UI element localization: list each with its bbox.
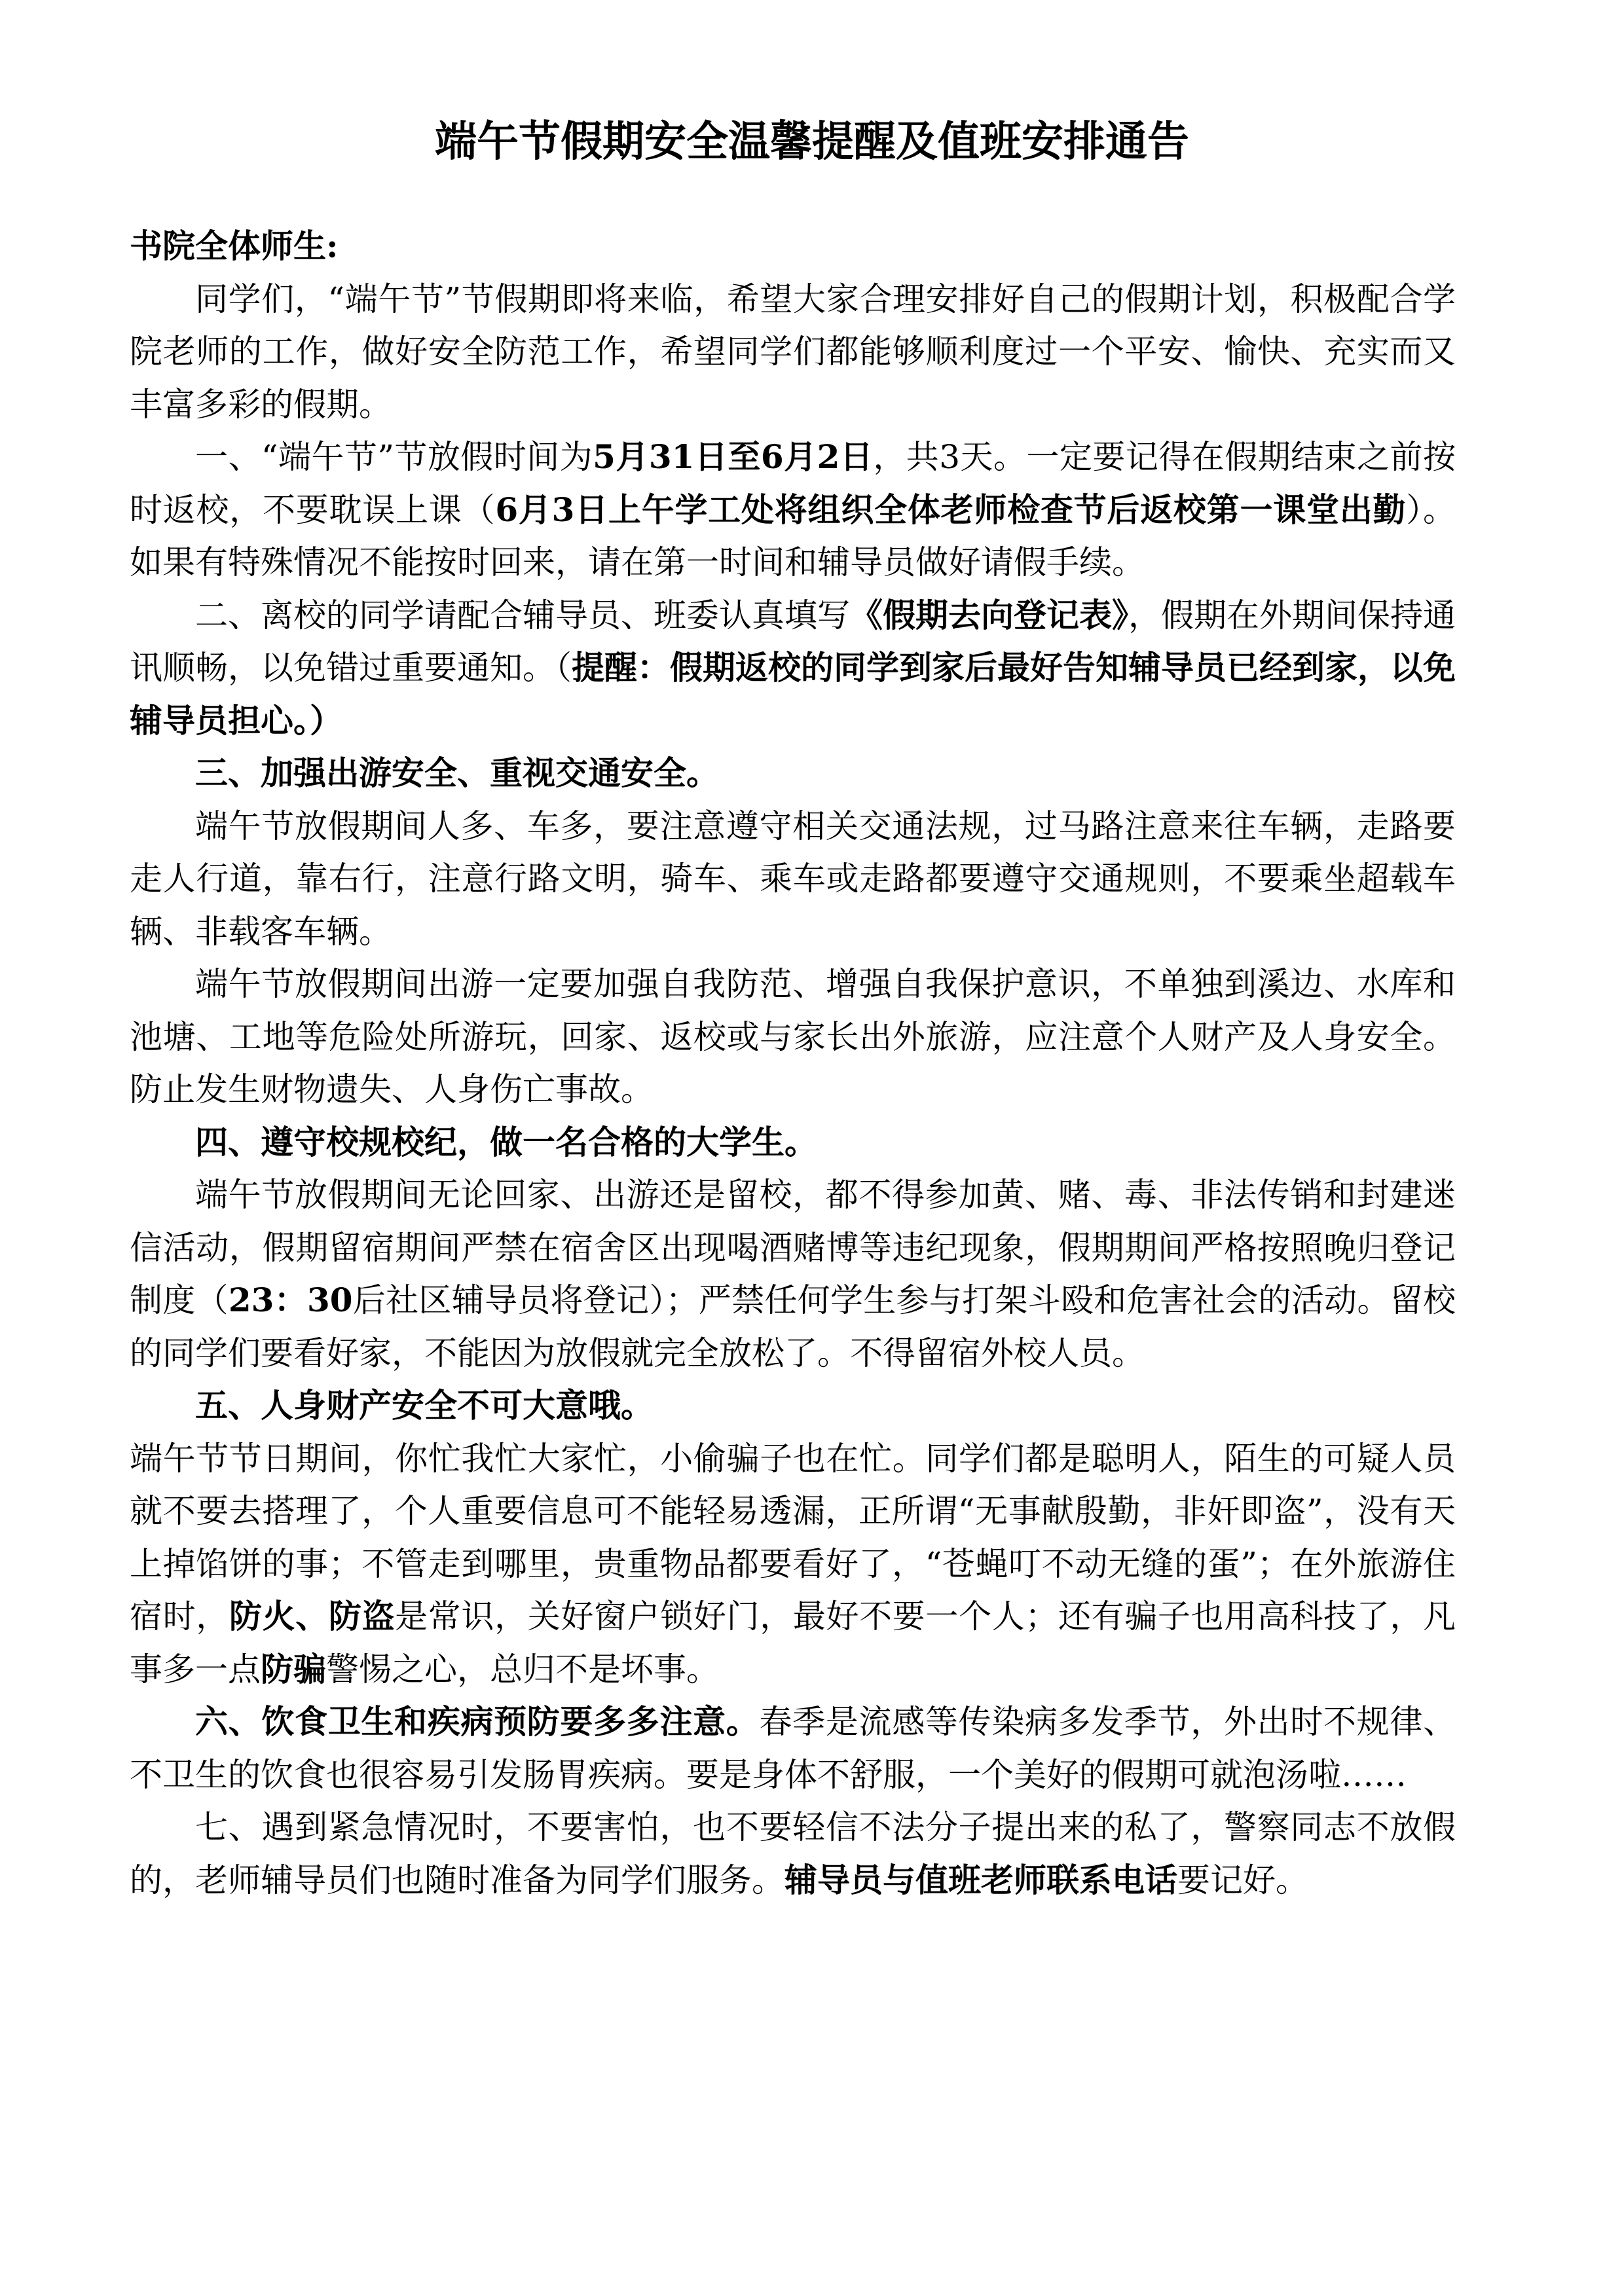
section-7-paragraph xyxy=(130,1801,1456,1906)
section-1-text-e: ）。如果有特殊情况不能按时回来，请在第一时间和辅导员做好请假手续。 xyxy=(130,490,1456,581)
section-4-text-a: 端午节放假期间无论回家、出游还是留校，都不得参加黄、赌、毒、非法传销和封建迷信活动，假期留宿期间严禁在宿舍区出现喝酒赌博等违纪现象，假期期间严格按照晚归登记制度（ xyxy=(130,1176,1456,1319)
section-3-paragraph-2: 端午节放假期间出游一定要加强自我防范、增强自我保护意识，不单独到溪边、水库和池塘、工地等危险处所游玩，回家、返校或与家长出外旅游，应注意个人财产及人身安全。防止发生财物遗失、人身伤亡事故。 xyxy=(130,965,1456,1108)
section-2-reminder: 提醒：假期返校的同学到家后最好告知辅导员已经到家，以免辅导员担心。） xyxy=(130,648,1456,740)
salutation: 书院全体师生: xyxy=(130,227,339,265)
section-2-text-c: ，假期在外期间保持通讯顺畅，以免错过重要通知。（ xyxy=(130,596,1456,687)
notice-title: 端午节假期安全温馨提醒及值班安排通告 xyxy=(435,117,1189,166)
section-4-paragraph xyxy=(130,1169,1456,1379)
section-1-text-a: 一、“端午节”节放假时间为 xyxy=(195,438,593,476)
section-1-text-c: ，共3天。一定要记得在假期结束之前按时返校，不要耽误上课（ xyxy=(130,438,1456,529)
section-4-curfew-time: 23：30 xyxy=(228,1281,353,1319)
section-5-text-a: 端午节节日期间，你忙我忙大家忙，小偷骗子也在忙。同学们都是聪明人，陌生的可疑人员就不要去搭理了，个人重要信息可不能轻易透漏，正所谓“无事献殷勤，非奸即盗”，没有天上掉馅饼的事；不管走到哪里，贵重物品都要看好了，“苍蝇叮不动无缝的蛋”；在外旅游住宿时， xyxy=(130,1439,1456,1635)
section-1-dates: 5月31日至6月2日 xyxy=(593,437,874,476)
section-5-heading: 五、人身财产安全不可大意哦。 xyxy=(195,1386,654,1425)
section-2-paragraph xyxy=(130,589,1456,748)
section-5-anti-fraud: 防骗 xyxy=(261,1649,326,1688)
section-5-fire-theft: 防火、防盗 xyxy=(229,1597,396,1635)
section-2-form-name: 《假期去向登记表》 xyxy=(850,595,1128,634)
section-5-paragraph xyxy=(130,1432,1456,1696)
section-4-text-c: 后社区辅导员将登记）；严禁任何学生参与打架斗殴和危害社会的活动。留校的同学们要看好家，不能因为放假就完全放松了。不得留宿外校人员。 xyxy=(130,1281,1456,1372)
section-5-text-e: 警惕之心，总归不是坏事。 xyxy=(326,1650,719,1688)
section-7-text-a: 七、遇到紧急情况时，不要害怕，也不要轻信不法分子提出来的私了，警察同志不放假的，老师辅导员们也随时准备为同学们服务。 xyxy=(130,1808,1456,1899)
section-5-text-c: 是常识，关好窗户锁好门，最好不要一个人；还有骗子也用高科技了，凡事多一点 xyxy=(130,1597,1456,1688)
section-3-heading: 三、加强出游安全、重视交通安全。 xyxy=(195,754,719,792)
section-4-heading: 四、遵守校规校纪，做一名合格的大学生。 xyxy=(195,1122,817,1161)
section-3-paragraph-1: 端午节放假期间人多、车多，要注意遵守相关交通法规，过马路注意来往车辆，走路要走人行道，靠右行，注意行路文明，骑车、乘车或走路都要遵守交通规则，不要乘坐超载车辆、非载客车辆。 xyxy=(130,807,1456,951)
section-6-text: 春季是流感等传染病多发季节，外出时不规律、不卫生的饮食也很容易引发肠胃疾病。要是身体不舒服，一个美好的假期可就泡汤啦…… xyxy=(130,1703,1456,1794)
intro-paragraph: 同学们，“端午节”节假期即将来临，希望大家合理安排好自己的假期计划，积极配合学院老师的工作，做好安全防范工作，希望同学们都能够顺利度过一个平安、愉快、充实而又丰富多彩的假期。 xyxy=(130,280,1456,424)
notice-body xyxy=(130,220,1456,1906)
section-7-text-c: 要记好。 xyxy=(1177,1861,1308,1899)
section-2-text-a: 二、离校的同学请配合辅导员、班委认真填写 xyxy=(195,596,850,634)
section-6-paragraph xyxy=(130,1696,1456,1801)
section-1-inspection-note: 6月3日上午学工处将组织全体老师检查节后返校第一课堂出勤 xyxy=(495,490,1407,529)
section-1-paragraph xyxy=(130,431,1456,589)
section-7-contact-phone: 辅导员与值班老师联系电话 xyxy=(784,1860,1177,1899)
section-6-heading: 六、饮食卫生和疾病预防要多多注意。 xyxy=(195,1702,760,1741)
